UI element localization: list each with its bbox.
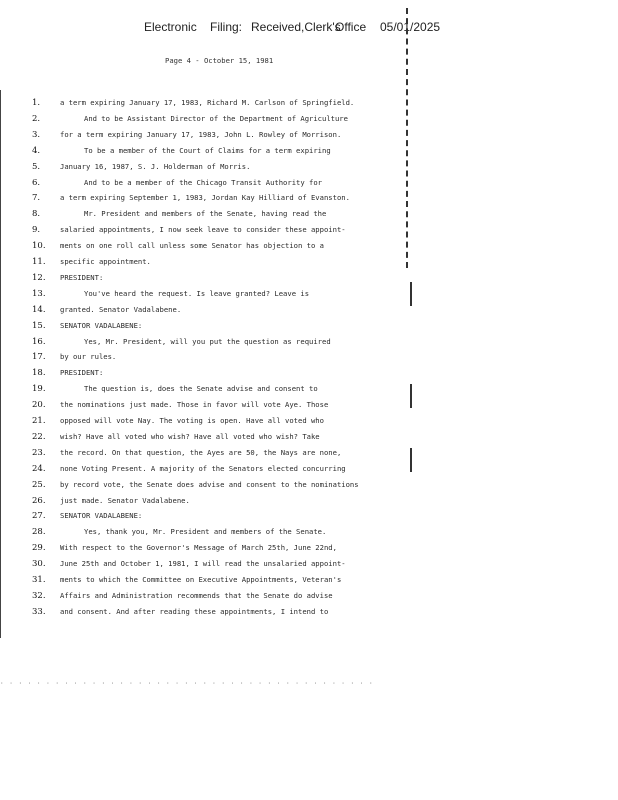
transcript-line (0, 446, 400, 460)
line-text: a term expiring January 17, 1983, Richard M. Carlson of Springfield. (60, 98, 355, 107)
page-heading: Page 4 - October 15, 1981 (165, 56, 274, 65)
line-text: SENATOR VADALABENE: (60, 511, 143, 521)
scan-noise-row: · · · · · · · · · · · · · · · · · · · · · · · · · · · · · · · · · · · · · · · · · (0, 680, 374, 687)
transcript-line (0, 541, 400, 555)
line-number: 18. (32, 368, 46, 379)
line-text: ments on one roll call unless some Senator has objection to a (60, 241, 324, 251)
transcript-line (0, 319, 400, 333)
transcript-line (0, 573, 400, 587)
transcript-line (0, 112, 400, 126)
transcript-line (0, 335, 400, 349)
line-text: PRESIDENT: (60, 368, 104, 378)
line-text: specific appointment. (60, 257, 151, 266)
transcript-line (0, 557, 400, 571)
line-number: 14. (32, 304, 46, 315)
line-number: 17. (32, 352, 46, 363)
line-text: a term expiring September 1, 1983, Jordan Kay Hilliard of Evanston. (60, 193, 350, 203)
transcript-line (0, 414, 400, 428)
line-text: none Voting Present. A majority of the Senators elected concurring (60, 463, 346, 473)
line-number: 2. (32, 113, 41, 124)
line-number: 29. (32, 543, 46, 554)
filing-stamp-header (144, 20, 440, 34)
transcript-line (0, 605, 400, 619)
line-number: 19. (32, 384, 46, 395)
line-text: just made. Senator Vadalabene. (60, 495, 190, 505)
line-text: You've heard the request. Is leave granted? Leave is (84, 288, 310, 298)
line-number: 12. (32, 272, 46, 283)
line-text: by record vote, the Senate does advise and consent to the nominations (60, 479, 359, 489)
line-number: 31. (32, 575, 46, 585)
line-text: salaried appointments, I now seek leave to consider these appoint- (60, 225, 346, 235)
line-number: 22. (32, 431, 46, 442)
line-text: June 25th and October 1, 1981, I will read the unsalaried appoint- (60, 559, 346, 569)
transcript-line (0, 462, 400, 476)
line-text: ments to which the Committee on Executive Appointments, Veteran's (60, 575, 342, 584)
margin-tick (410, 448, 412, 472)
line-number: 28. (32, 527, 46, 538)
transcript-line (0, 223, 400, 237)
stamp-office: Office (335, 20, 367, 34)
line-number: 27. (32, 511, 46, 522)
transcript-line (0, 176, 400, 190)
line-number: 9. (32, 225, 41, 236)
line-number: 6. (32, 177, 41, 188)
transcript-line (0, 589, 400, 603)
line-number: 10. (32, 241, 46, 252)
transcript-line (0, 128, 400, 142)
transcript-line (0, 366, 400, 380)
line-text: Yes, thank you, Mr. President and members of the Senate. (84, 527, 327, 537)
line-text: granted. Senator Vadalabene. (60, 304, 182, 314)
stamp-date: 05/01/2025 (380, 20, 441, 34)
line-number: 7. (32, 193, 41, 204)
line-text: Yes, Mr. President, will you put the question as required (84, 336, 331, 346)
line-number: 8. (32, 209, 41, 220)
line-text: And to be Assistant Director of the Department of Agriculture (84, 113, 348, 123)
line-text: January 16, 1987, S. J. Holderman of Morris. (60, 161, 251, 171)
line-number: 25. (32, 479, 46, 490)
transcript-line (0, 287, 400, 301)
line-number: 16. (32, 336, 46, 347)
line-number: 33. (32, 606, 46, 617)
line-number: 11. (32, 257, 46, 267)
transcript-line (0, 160, 400, 174)
right-margin-line (406, 8, 408, 268)
line-number: 24. (32, 463, 46, 474)
transcript-line (0, 478, 400, 492)
line-text: by our rules. (60, 352, 117, 362)
transcript-line (0, 350, 400, 364)
line-number: 26. (32, 495, 46, 506)
transcript-line (0, 255, 400, 269)
line-text: opposed will vote Nay. The voting is open. Have all voted who (60, 416, 324, 425)
transcript-line (0, 494, 400, 508)
transcript-line (0, 509, 400, 523)
stamp-electronic: Electronic (144, 20, 197, 34)
margin-tick (410, 282, 412, 306)
line-number: 32. (32, 590, 46, 601)
transcript-line (0, 96, 400, 110)
stamp-received: Received,Clerk's (251, 20, 341, 34)
transcript-line (0, 144, 400, 158)
transcript-line (0, 398, 400, 412)
line-number: 23. (32, 447, 46, 458)
transcript-line (0, 303, 400, 317)
line-text: SENATOR VADALABENE: (60, 320, 143, 330)
transcript-line (0, 525, 400, 539)
line-text: To be a member of the Court of Claims for a term expiring (84, 145, 331, 155)
line-text: the record. On that question, the Ayes are 50, the Nays are none, (60, 447, 342, 457)
transcript-line (0, 430, 400, 444)
transcript-line (0, 207, 400, 221)
transcript-line (0, 191, 400, 205)
line-number: 20. (32, 400, 46, 411)
line-number: 1. (32, 98, 41, 108)
line-text: Mr. President and members of the Senate, having read the (84, 209, 327, 219)
line-number: 21. (32, 416, 46, 426)
line-text: The question is, does the Senate advise and consent to (84, 384, 318, 394)
line-text: Affairs and Administration recommends that the Senate do advise (60, 590, 333, 600)
line-text: With respect to the Governor's Message of March 25th, June 22nd, (60, 543, 337, 553)
stamp-filing: Filing: (210, 20, 243, 34)
transcript-line (0, 382, 400, 396)
margin-tick (410, 384, 412, 408)
transcript-line (0, 271, 400, 285)
line-text: wish? Have all voted who wish? Have all voted who wish? Take (60, 431, 320, 441)
line-text: for a term expiring January 17, 1983, John L. Rowley of Morrison. (60, 129, 342, 139)
line-text: PRESIDENT: (60, 272, 104, 282)
transcript-line (0, 239, 400, 253)
line-number: 4. (32, 145, 41, 156)
line-number: 5. (32, 161, 41, 172)
line-text: and consent. And after reading these appointments, I intend to (60, 606, 329, 616)
line-number: 15. (32, 320, 46, 331)
line-number: 3. (32, 129, 41, 140)
line-number: 13. (32, 288, 46, 299)
line-number: 30. (32, 559, 46, 570)
line-text: And to be a member of the Chicago Transit Authority for (84, 177, 322, 187)
line-text: the nominations just made. Those in favor will vote Aye. Those (60, 400, 329, 410)
